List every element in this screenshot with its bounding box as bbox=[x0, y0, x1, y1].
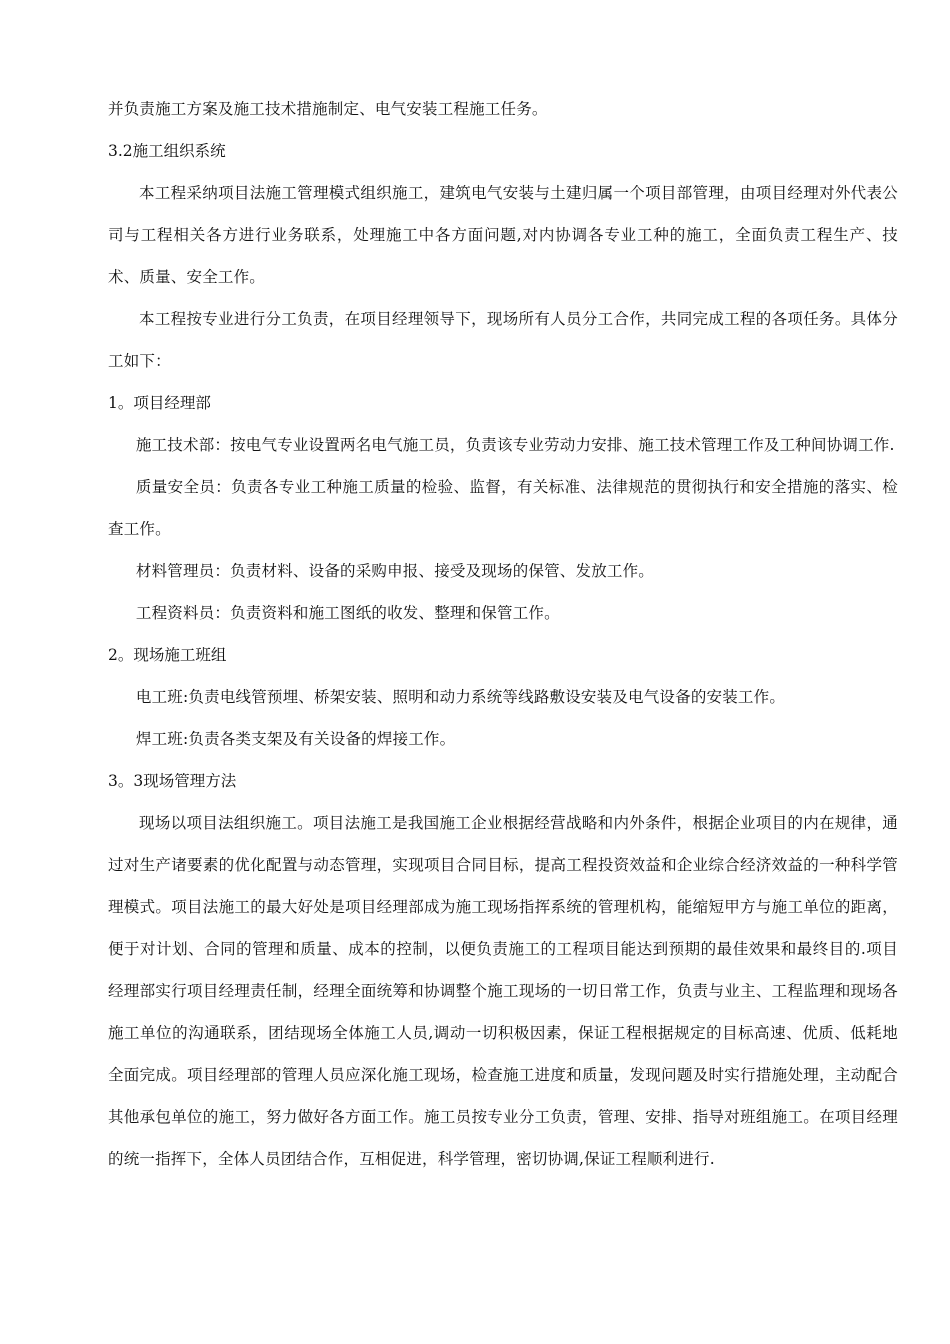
paragraph-quality-safety: 质量安全员：负责各专业工种施工质量的检验、监督，有关标准、法律规范的贯彻执行和安全措施的落实、检查工作。 bbox=[108, 478, 898, 538]
paragraph-electrician-team: 电工班:负责电线管预埋、桥架安装、照明和动力系统等线路敷设安装及电气设备的安装工作。 bbox=[135, 688, 786, 706]
list-heading-site-teams: 2。现场施工班组 bbox=[108, 646, 227, 664]
paragraph-continuation: 并负责施工方案及施工技术措施制定、电气安装工程施工任务。 bbox=[108, 100, 548, 118]
paragraph-tech-dept: 施工技术部：按电气专业设置两名电气施工员，负责该专业劳动力安排、施工技术管理工作及工种间协调工作. bbox=[135, 436, 895, 454]
document-page bbox=[108, 88, 898, 1180]
paragraph-management-method: 现场以项目法组织施工。项目法施工是我国施工企业根据经营战略和内外条件，根据企业项目的内在规律，通过对生产诸要素的优化配置与动态管理，实现项目合同目标，提高工程投资效益和企业综合经济效益的一种科学管理模式。项目法施工的最大好处是项目经理部成为施工现场指挥系统的管理机构，能缩短甲方与施工单位的距离，便于对计划、合同的管理和质量、成本的控制，以便负责施工的工程项目能达到预期的最佳效果和最终目的.项目经理部实行项目经理责任制，经理全面统筹和协调整个施工现场的一切日常工作，负责与业主、工程监理和现场各施工单位的沟通联系，团结现场全体施工人员,调动一切积极因素，保证工程根据规定的目标高速、优质、低耗地全面完成。项目经理部的管理人员应深化施工现场，检查施工进度和质量，发现问题及时实行措施处理，主动配合其他承包单位的施工，努力做好各方面工作。施工员按专业分工负责，管理、安排、指导对班组施工。在项目经理的统一指挥下，全体人员团结合作，互相促进，科学管理，密切协调,保证工程顺利进行. bbox=[108, 814, 898, 1168]
paragraph-organization: 本工程采纳项目法施工管理模式组织施工，建筑电气安装与土建归属一个项目部管理，由项目经理对外代表公司与工程相关各方进行业务联系，处理施工中各方面问题,对内协调各专业工种的施工，全面负责工程生产、技术、质量、安全工作。 bbox=[108, 184, 898, 286]
section-heading-3-2: 3.2施工组织系统 bbox=[108, 142, 226, 160]
paragraph-materials: 材料管理员：负责材料、设备的采购申报、接受及现场的保管、发放工作。 bbox=[135, 562, 654, 580]
section-heading-3-3: 3。3现场管理方法 bbox=[108, 772, 237, 790]
paragraph-division: 本工程按专业进行分工负责，在项目经理领导下，现场所有人员分工合作，共同完成工程的各项任务。具体分工如下： bbox=[108, 310, 898, 370]
paragraph-welder-team: 焊工班:负责各类支架及有关设备的焊接工作。 bbox=[135, 730, 456, 748]
list-heading-project-dept: 1。项目经理部 bbox=[108, 394, 211, 412]
paragraph-documents: 工程资料员：负责资料和施工图纸的收发、整理和保管工作。 bbox=[135, 604, 560, 622]
